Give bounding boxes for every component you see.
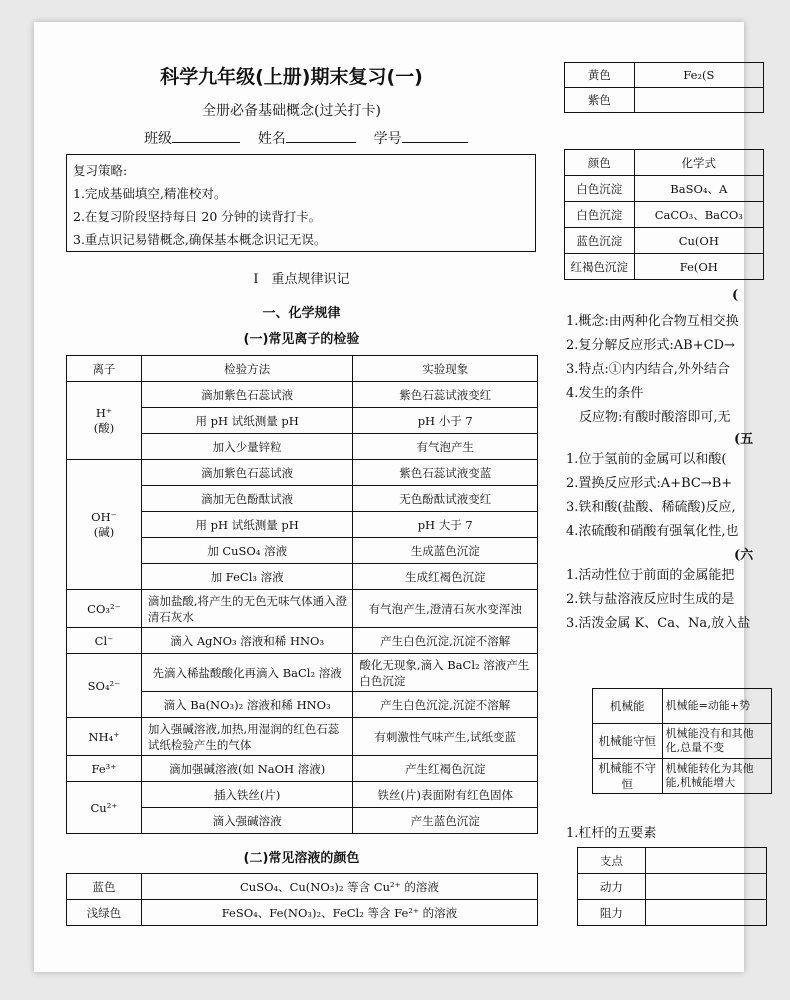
blank-cell[interactable]: [645, 874, 766, 900]
ion-cell: SO₄²⁻: [67, 654, 142, 718]
precipitate-table: [564, 149, 764, 280]
number-label: 学号: [373, 131, 402, 147]
ion-test-heading: (一)常见离子的检验: [243, 332, 360, 347]
ion-cell: Cu²⁺: [67, 782, 142, 834]
table-row: 蓝色沉淀 Cu(OH: [565, 228, 764, 254]
number-blank[interactable]: [402, 128, 468, 143]
student-info-line: [144, 128, 468, 148]
lever-title: 1.杠杆的五要素: [566, 826, 657, 841]
blank-cell[interactable]: [645, 848, 766, 874]
table-header-row: 颜色 化学式: [565, 150, 764, 176]
double-replacement-list: 1.概念:由两种化合物互相交换 2.复分解反应形式:AB+CD→ 3.特点:①内内结合,外外结合 4.发生的条件 反应物:有酸时酸溶即可,无: [566, 314, 739, 425]
ion-cell: CO₃²⁻: [67, 590, 142, 628]
strategy-item: 2.在复习阶段坚持每日 20 分钟的读背打卡。: [73, 209, 322, 224]
page-subtitle: 全册必备基础概念(过关打卡): [202, 103, 381, 119]
table-row: 用 pH 试纸测量 pH pH 大于 7: [67, 512, 538, 538]
table-row: Cu²⁺ 插入铁丝(片) 铁丝(片)表面附有红色固体: [67, 782, 538, 808]
blank-cell[interactable]: [645, 900, 766, 926]
metal-acid-list: 1.位于氢前的金属可以和酸( 2.置换反应形式:A+BC→B+ 3.铁和酸(盐酸、稀硫酸)反应, 4.浓硫酸和硝酸有强氧化性,也: [566, 452, 739, 539]
table-row: 蓝色 CuSO₄、Cu(NO₃)₂ 等含 Cu²⁺ 的溶液: [67, 874, 538, 900]
strategy-heading: 复习策略:: [73, 163, 128, 178]
table-row: CO₃²⁻ 滴加盐酸,将产生的无色无味气体通入澄清石灰水 有气泡产生,澄清石灰水变浑浊: [67, 590, 538, 628]
table-row: 阻力: [578, 900, 767, 926]
table-row: 白色沉淀 BaSO₄、A: [565, 176, 764, 202]
name-blank[interactable]: [286, 128, 356, 143]
table-row: 滴入强碱溶液 产生蓝色沉淀: [67, 808, 538, 834]
ion-cell: Fe³⁺: [67, 756, 142, 782]
mechanical-energy-table: [592, 688, 772, 794]
table-row: 加 FeCl₃ 溶液 生成红褐色沉淀: [67, 564, 538, 590]
table-row: Fe³⁺ 滴加强碱溶液(如 NaOH 溶液) 产生红褐色沉淀: [67, 756, 538, 782]
solution-color-table: [66, 873, 538, 926]
table-row: 黄色 Fe₂(S: [565, 63, 764, 88]
section-heading-a: (: [732, 288, 739, 303]
lever-table: [577, 847, 767, 926]
table-row: 加 CuSO₄ 溶液 生成蓝色沉淀: [67, 538, 538, 564]
table-row: 加入少量锌粒 有气泡产生: [67, 434, 538, 460]
ion-cell: H⁺ (酸): [67, 382, 142, 460]
ion-cell: Cl⁻: [67, 628, 142, 654]
worksheet-page: [34, 22, 754, 972]
table-row: 白色沉淀 CaCO₃、BaCO₃: [565, 202, 764, 228]
table-row: 浅绿色 FeSO₄、Fe(NO₃)₂、FeCl₂ 等含 Fe²⁺ 的溶液: [67, 900, 538, 926]
ion-cell: NH₄⁺: [67, 718, 142, 756]
header-ion: 离子: [67, 356, 142, 382]
class-blank[interactable]: [172, 128, 240, 143]
section-heading-b: (五: [734, 432, 754, 447]
table-row: H⁺ (酸) 滴加紫色石蕊试液 紫色石蕊试液变红: [67, 382, 538, 408]
table-row: SO₄²⁻ 先滴入稀盐酸酸化再滴入 BaCl₂ 溶液 酸化无现象,滴入 BaCl₂ 溶液产生白色沉淀: [67, 654, 538, 692]
metal-salt-list: 1.活动性位于前面的金属能把 2.铁与盐溶液反应时生成的是 3.活泼金属 K、Ca、Na,放入盐: [566, 568, 751, 631]
table-row: 红褐色沉淀 Fe(OH: [565, 254, 764, 280]
table-row: Cl⁻ 滴入 AgNO₃ 溶液和稀 HNO₃ 产生白色沉淀,沉淀不溶解: [67, 628, 538, 654]
solution-color-table-cont: [564, 62, 764, 113]
table-row: 滴入 Ba(NO₃)₂ 溶液和稀 HNO₃ 产生白色沉淀,沉淀不溶解: [67, 692, 538, 718]
name-label: 姓名: [257, 131, 286, 147]
page-title: 科学九年级(上册)期末复习(一): [160, 66, 423, 88]
table-row: 紫色: [565, 88, 764, 113]
header-result: 实验现象: [353, 356, 538, 382]
table-row: NH₄⁺ 加入强碱溶液,加热,用湿润的红色石蕊试纸检验产生的气体 有刺激性气味产生,试纸变蓝: [67, 718, 538, 756]
solution-color-heading: (二)常见溶液的颜色: [243, 851, 360, 866]
ion-test-table: [66, 355, 538, 834]
table-row: 滴加无色酚酞试液 无色酚酞试液变红: [67, 486, 538, 512]
ion-cell: OH⁻ (碱): [67, 460, 142, 590]
table-row: 机械能不守恒 机械能转化为其他能,机械能增大: [593, 759, 772, 794]
class-label: 班级: [144, 131, 172, 147]
table-row: 机械能守恒 机械能没有和其他化,总量不变: [593, 724, 772, 759]
strategy-item: 3.重点识记易错概念,确保基本概念识记无误。: [73, 232, 327, 247]
section-heading-c: (六: [734, 548, 754, 563]
table-row: 支点: [578, 848, 767, 874]
section-heading: Ⅰ 重点规律识记: [253, 272, 350, 287]
table-row: 机械能 机械能=动能+势: [593, 689, 772, 724]
strategy-box: [66, 154, 536, 252]
table-header-row: [67, 356, 538, 382]
table-row: OH⁻ (碱) 滴加紫色石蕊试液 紫色石蕊试液变蓝: [67, 460, 538, 486]
strategy-item: 1.完成基础填空,精准校对。: [73, 186, 227, 201]
table-row: 动力: [578, 874, 767, 900]
table-row: 用 pH 试纸测量 pH pH 小于 7: [67, 408, 538, 434]
header-method: 检验方法: [141, 356, 353, 382]
chem-heading: 一、化学规律: [262, 306, 341, 321]
